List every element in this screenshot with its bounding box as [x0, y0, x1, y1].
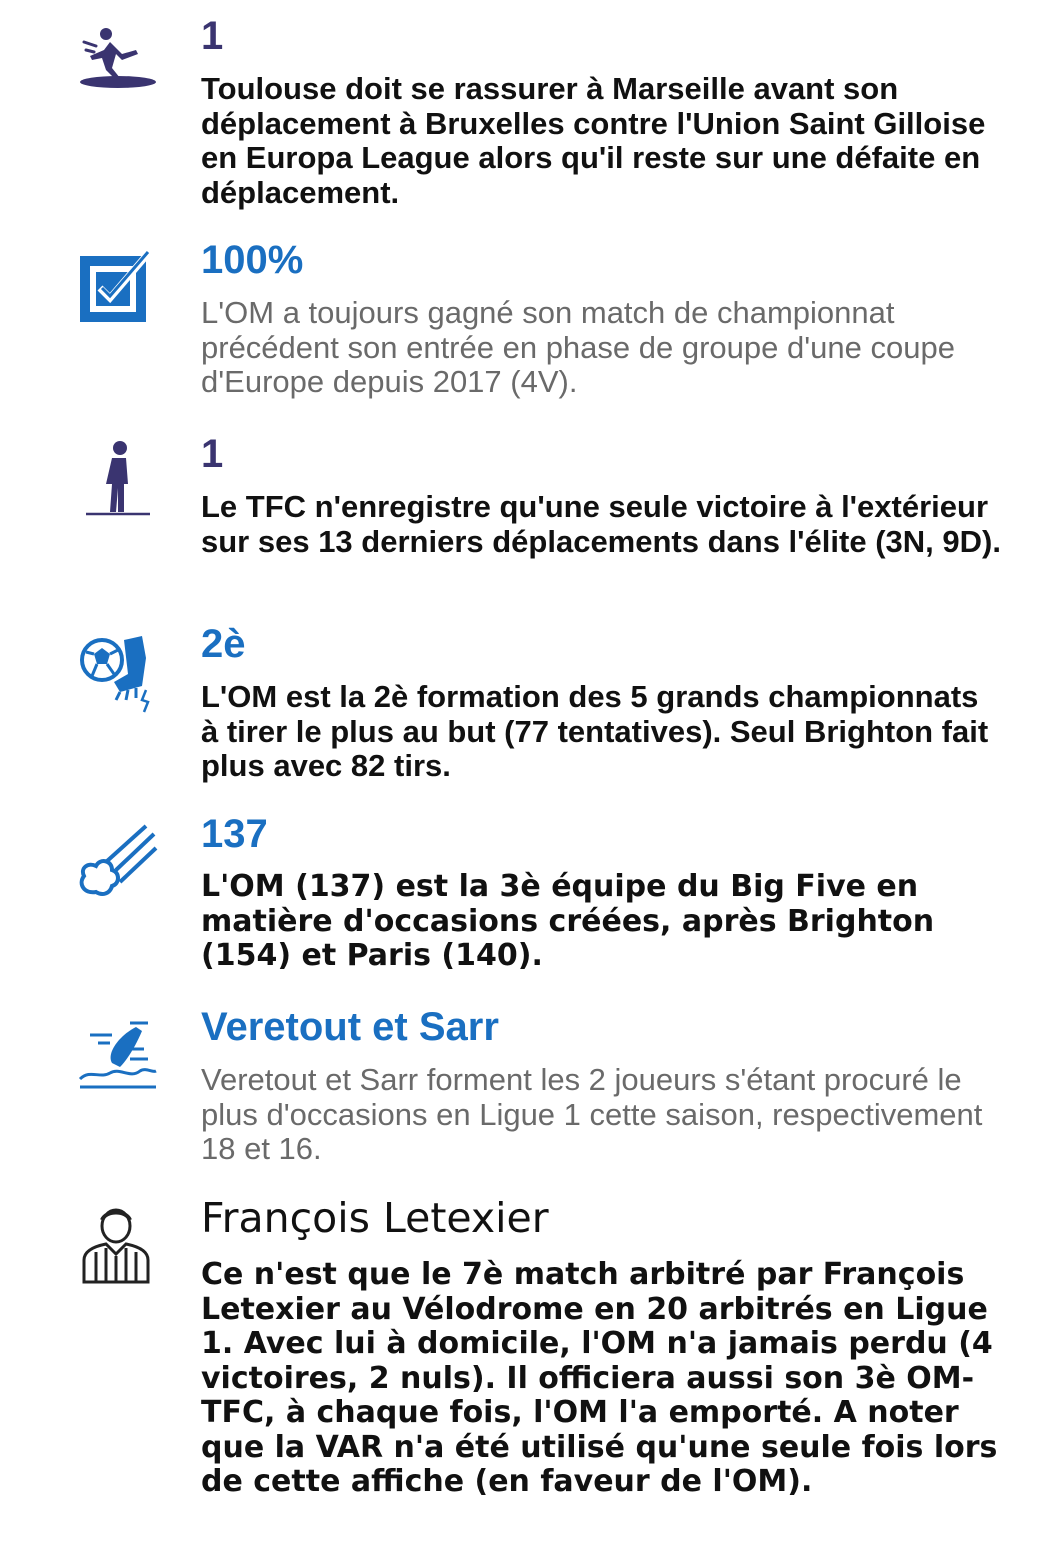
- stat-headline: 137: [201, 812, 268, 856]
- stat-headline: François Letexier: [201, 1194, 549, 1242]
- stat-text: L'OM (137) est la 3è équipe du Big Five en matière d'occasions créées, après Brighton (154) et Paris (140).: [201, 869, 935, 973]
- standing-player-icon: [76, 438, 160, 522]
- stat-headline: 1: [201, 432, 224, 476]
- sliding-boot-icon: [76, 1013, 160, 1097]
- stat-text: L'OM est la 2è formation des 5 grands championnats à tirer le plus au but (77 tentatives). Seul Brighton fait plus avec 82 tirs.: [201, 679, 989, 783]
- stat-text: L'OM a toujours gagné son match de championnat précédent son entrée en phase de groupe d'une coupe d'Europe depuis 2017 (4V).: [201, 295, 955, 399]
- stat-text: Le TFC n'enregistre qu'une seule victoire à l'extérieur sur ses 13 derniers déplacements dans l'élite (3N, 9D).: [201, 489, 1001, 559]
- stat-text: Toulouse doit se rassurer à Marseille avant son déplacement à Bruxelles contre l'Union Saint Gilloise en Europa League alors qu'il reste sur une défaite en déplacement.: [201, 71, 986, 210]
- shooting-ball-icon: [76, 822, 160, 906]
- stat-headline: 1: [201, 14, 224, 58]
- referee-icon: [76, 1206, 160, 1290]
- stat-text: Ce n'est que le 7è match arbitré par François Letexier au Vélodrome en 20 arbitrés en Ligue 1. Avec lui à domicile, l'OM n'a jamais perdu (4 victoires, 2 nuls). Il officiera aussi son 3è OM-TFC, à chaque fois, l'OM l'a emporté. A noter que la VAR n'a été utilisé qu'une seule fois lors de cette affiche (en faveur de l'OM).: [201, 1257, 998, 1499]
- stat-headline: 2è: [201, 622, 246, 666]
- ball-and-boot-icon: [76, 630, 160, 714]
- slip-fall-icon: [76, 20, 160, 104]
- checkbox-icon: [76, 246, 160, 330]
- stat-headline: 100%: [201, 238, 304, 282]
- stat-headline: Veretout et Sarr: [201, 1005, 499, 1049]
- stat-text: Veretout et Sarr forment les 2 joueurs s'étant procuré le plus d'occasions en Ligue 1 cette saison, respectivement 18 et 16.: [201, 1062, 983, 1166]
